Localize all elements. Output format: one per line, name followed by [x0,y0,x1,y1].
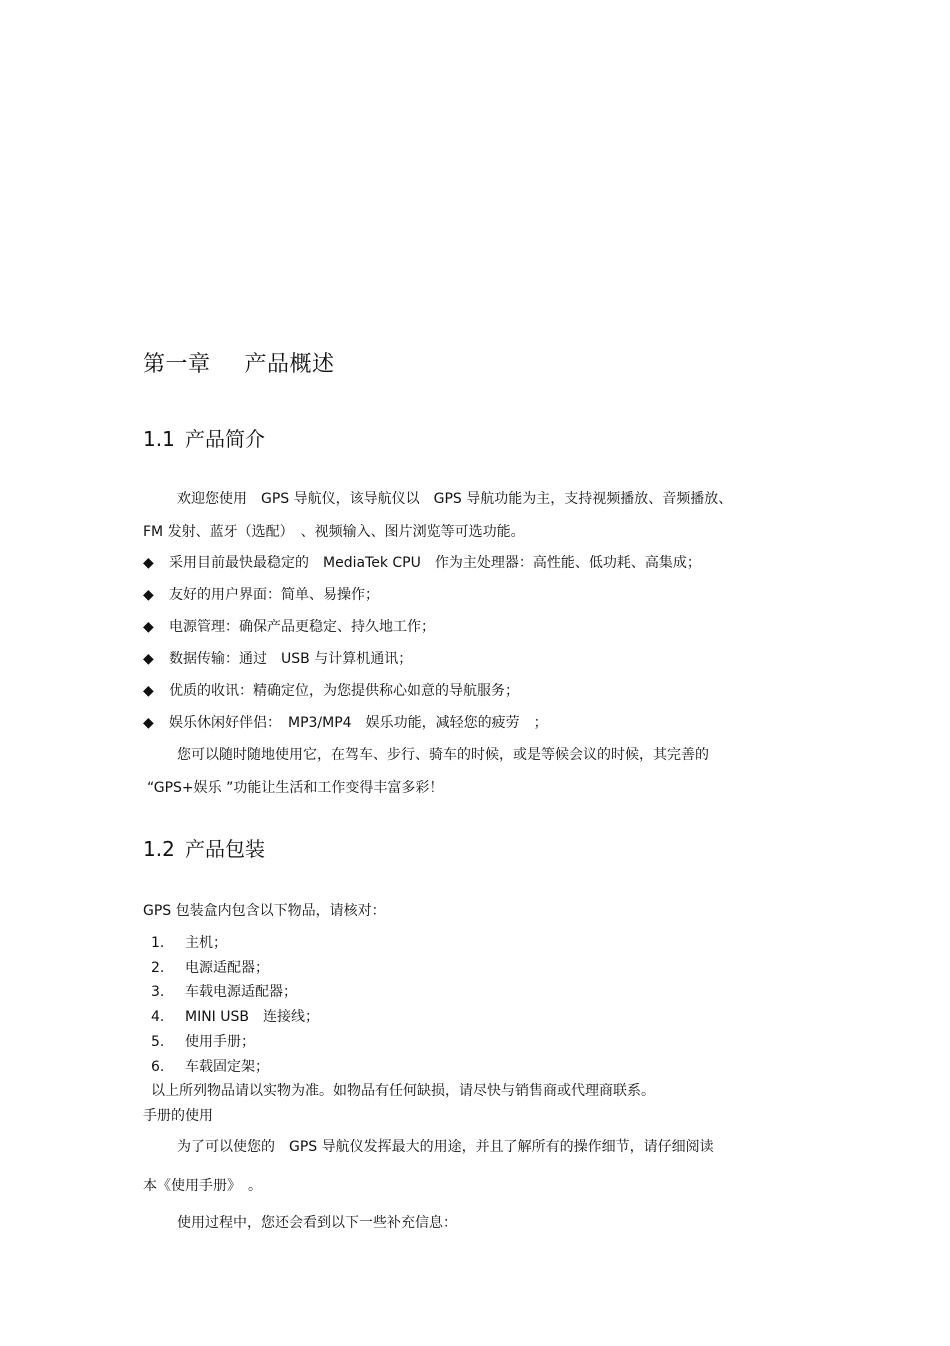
package-list-item [151,957,269,977]
intro-paragraph-line-2: FM 发射、蓝牙（选配） 、视频输入、图片浏览等可选功能。 [143,524,525,540]
feature-bullet [143,616,435,636]
item-text: 电源适配器； [185,960,269,976]
diamond-bullet-icon: ◆ [143,587,154,603]
diamond-bullet-icon: ◆ [143,715,154,731]
item-text: MINI USB 连接线； [185,1009,319,1025]
manual-paragraph-line-1: 为了可以使您的 GPS 导航仪发挥最大的用途，并且了解所有的操作细节，请仔细阅读 [177,1139,714,1155]
chapter-title: 产品概述 [244,352,335,377]
item-number: 1. [151,935,165,951]
bullet-text: 电源管理：确保产品更稳定、持久地工作； [169,619,435,635]
bullet-text: 友好的用户界面：简单、易操作； [169,587,379,603]
manual-usage-heading: 手册的使用 [143,1108,213,1124]
bullet-text: 数据传输：通过 USB 与计算机通讯； [169,651,413,667]
outro-paragraph-line-2: “GPS+娱乐 ”功能让生活和工作变得丰富多彩！ [147,780,444,796]
manual-paragraph-line-2: 本《使用手册》 。 [143,1178,262,1194]
chapter-number: 第一章 [143,352,211,377]
chapter-heading [143,347,335,378]
diamond-bullet-icon: ◆ [143,683,154,699]
outro-paragraph-line-1: 您可以随时随地使用它，在驾车、步行、骑车的时候，或是等候会议的时候，其完善的 [177,747,709,763]
item-number: 3. [151,984,165,1000]
item-text: 车载固定架； [185,1059,269,1075]
bullet-text: 采用目前最快最稳定的 MediaTek CPU 作为主处理器：高性能、低功耗、高集成； [169,555,701,571]
item-text: 主机； [185,935,227,951]
diamond-bullet-icon: ◆ [143,651,154,667]
manual-paragraph-line-3: 使用过程中，您还会看到以下一些补充信息： [177,1215,457,1231]
feature-bullet [143,648,412,668]
item-text: 使用手册； [185,1034,255,1050]
feature-bullet [143,680,519,700]
section-heading-1-1 [143,423,265,452]
section-number: 1.1 [143,427,175,451]
package-list-item [151,932,227,952]
package-list-item [151,981,297,1001]
package-list-item [151,1031,255,1051]
bullet-text: 娱乐休闲好伴侣： MP3/MP4 娱乐功能，减轻您的疲劳 ； [169,715,548,731]
section-title: 产品简介 [185,427,265,451]
package-list-item [151,1056,269,1076]
feature-bullet [143,552,701,572]
package-lead-text: GPS 包装盒内包含以下物品，请核对： [143,903,386,919]
package-list-item [151,1006,319,1026]
diamond-bullet-icon: ◆ [143,555,154,571]
item-number: 2. [151,960,165,976]
feature-bullet [143,584,379,604]
section-number: 1.2 [143,837,175,861]
bullet-text: 优质的收讯：精确定位，为您提供称心如意的导航服务； [169,683,519,699]
diamond-bullet-icon: ◆ [143,619,154,635]
item-number: 4. [151,1009,165,1025]
section-heading-1-2 [143,833,265,862]
item-number: 5. [151,1034,165,1050]
intro-paragraph-line-1: 欢迎您使用 GPS 导航仪，该导航仪以 GPS 导航功能为主，支持视频播放、音频播放、 [177,491,733,507]
item-text: 车载电源适配器； [185,984,297,1000]
package-note: 以上所列物品请以实物为准。如物品有任何缺损，请尽快与销售商或代理商联系。 [151,1083,655,1099]
section-title: 产品包装 [185,837,265,861]
item-number: 6. [151,1059,165,1075]
feature-bullet [143,712,548,732]
